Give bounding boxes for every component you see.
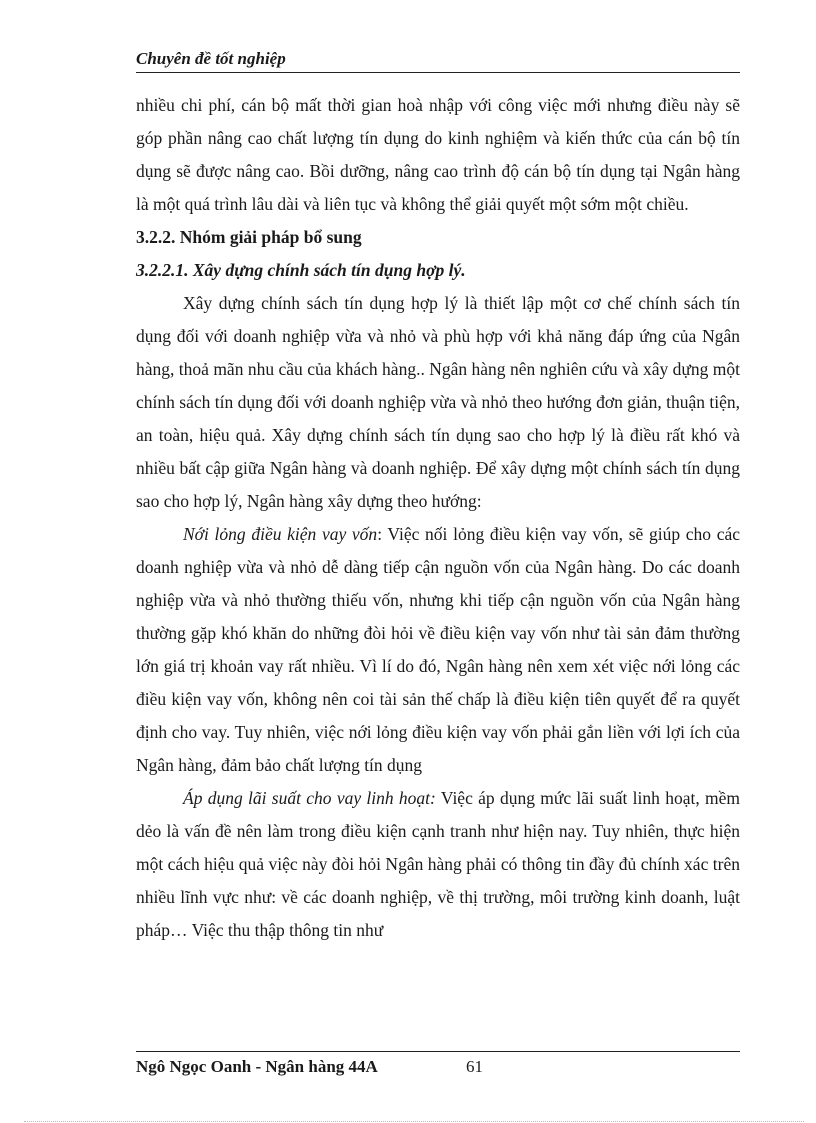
paragraph-text: Việc áp dụng mức lãi suất linh hoạt, mềm dẻo là vấn đề nên làm trong điều kiện cạnh tranh như hiện nay. Tuy nhiên, thực hiện một cách hiệu quả việc này đòi hỏi Ngân hàng phải có thông tin đầy đủ chính xác trên nhiều lĩnh vực như: về các doanh nghiệp, về thị trường, môi trường kinh doanh, luật pháp… Việc thu thập thông tin như	[136, 788, 740, 940]
footer-author: Ngô Ngọc Oanh - Ngân hàng 44A	[136, 1057, 378, 1076]
subsection-heading: 3.2.2.1. Xây dựng chính sách tín dụng hợp lý.	[136, 260, 466, 280]
page-number: 61	[466, 1057, 483, 1076]
paragraph-text: : Việc nối lỏng điều kiện vay vốn, sẽ giúp cho các doanh nghiệp vừa và nhỏ dễ dàng tiếp cận nguồn vốn của Ngân hàng. Do các doanh nghiệp vừa và nhỏ thường thiếu vốn, nhưng khi tiếp cận nguồn vốn của Ngân hàng thường gặp khó khăn do những đòi hỏi về điều kiện vay vốn như tài sản đảm thường lớn giá trị khoản vay rất nhiều. Vì lí do đó, Ngân hàng nên xem xét việc nới lỏng các điều kiện vay vốn, không nên coi tài sản thế chấp là điều kiện tiên quyết để ra quyết định cho vay. Tuy nhiên, việc nới lỏng điều kiện vay vốn phải gắn liền với lợi ích của Ngân hàng, đảm bảo chất lượng tín dụng	[136, 524, 740, 775]
paragraph-loosen-conditions	[136, 518, 740, 782]
page-edge-divider	[24, 1121, 804, 1122]
paragraph-credit-policy: Xây dựng chính sách tín dụng hợp lý là thiết lập một cơ chế chính sách tín dụng đối với doanh nghiệp vừa và nhỏ và phù hợp với khả năng đáp ứng của Ngân hàng, thoả mãn nhu cầu của khách hàng.. Ngân hàng nên nghiên cứu và xây dựng một chính sách tín dụng đối với doanh nghiệp vừa và nhỏ theo hướng đơn giản, thuận tiện, an toàn, hiệu quả. Xây dựng chính sách tín dụng sao cho hợp lý là điều rất khó và nhiều bất cập giữa Ngân hàng và doanh nghiệp. Để xây dựng một chính sách tín dụng sao cho hợp lý, Ngân hàng xây dựng theo hướng:	[136, 293, 740, 511]
page-body	[136, 89, 740, 947]
header-title: Chuyên đề tốt nghiệp	[136, 49, 286, 68]
paragraph-lead-term: Áp dụng lãi suất cho vay linh hoạt:	[183, 788, 436, 808]
page-header	[136, 48, 740, 73]
paragraph-lead-term: Nới lỏng điều kiện vay vốn	[183, 524, 378, 544]
paragraph-continuation: nhiều chi phí, cán bộ mất thời gian hoà nhập với công việc mới nhưng điều này sẽ góp phần nâng cao chất lượng tín dụng do kinh nghiệm và kiến thức của cán bộ tín dụng sẽ được nâng cao. Bồi dưỡng, nâng cao trình độ cán bộ tín dụng tại Ngân hàng là một quá trình lâu dài và liên tục và không thể giải quyết một sớm một chiều.	[136, 95, 740, 214]
section-heading: 3.2.2. Nhóm giải pháp bổ sung	[136, 227, 362, 247]
paragraph-flexible-rates	[136, 782, 740, 947]
page-footer	[136, 1051, 740, 1076]
